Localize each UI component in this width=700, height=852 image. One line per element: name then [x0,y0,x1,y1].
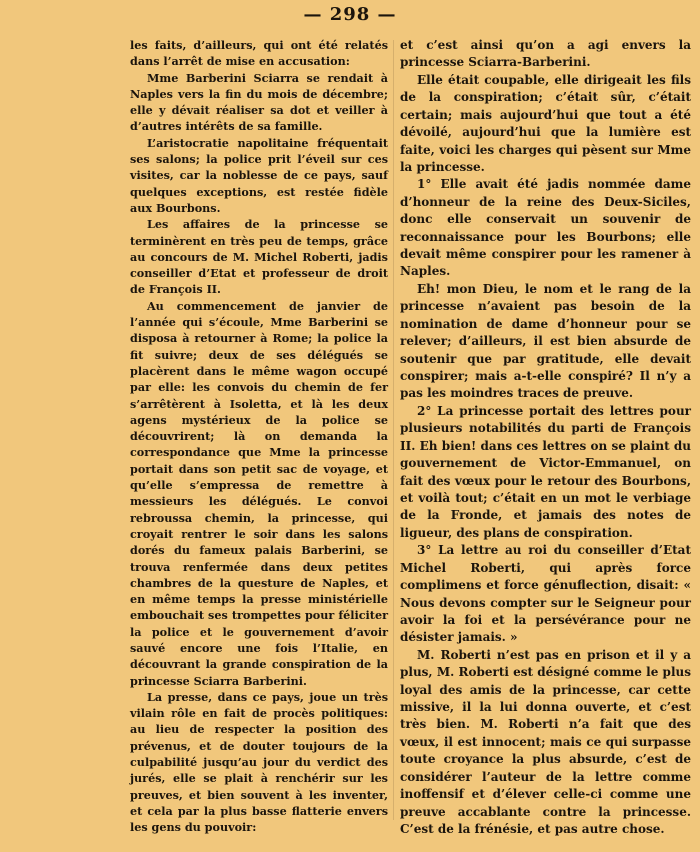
page-number: — 298 — [303,4,397,25]
paragraph: les faits, d’ailleurs, qui ont été relatés dans l’arrêt de mise en accusation: [130,38,388,69]
paragraph: 2° La princesse portait des lettres pour plusieurs notabilités du parti de François II. Eh bien! dans ces lettres on se plaint du gouvernement de Victor-Emmanuel, on fait des vœux pour le retour des Bourbons, et voilà tout; c’était en un mot le verbiage de la Fronde, et jamais des notes de ligueur, des plans de conspiration. [400,403,691,540]
paragraph: L’aristocratie napolitaine fréquentait ses salons; la police prit l’éveil sur ces visites, car la noblesse de ce pays, sauf quelques exceptions, est restée fidèle aux Bourbons. [130,135,388,215]
paragraph: Les affaires de la princesse se terminèrent en très peu de temps, grâce au concours de M. Michel Roberti, jadis conseiller d’Etat et professeur de droit de François II. [130,217,388,297]
paragraph: M. Roberti n’est pas en prison et il y a plus, M. Roberti est désigné comme le plus loyal des amis de la princesse, car cette missive, il la lui donna ouverte, et c’est très bien. M. Roberti n’a fait que des vœux, il est innocent; mais ce qui surpasse toute croyance la plus absurde, c’est de considérer l’auteur de la lettre comme inoffensif et d’élever celle-ci comme une preuve accablante contre la princesse. C’est de la frénésie, et pas autre chose. [400,647,691,836]
column-gutter [393,40,394,820]
paragraph: Elle était coupable, elle dirigeait les fils de la conspiration; c’était sûr, c’était certain; mais aujourd’hui que tout a été dévoilé, aujourd’hui que la lumière est faite, voici les charges qui pèsent sur Mme la princesse. [400,72,691,174]
paragraph: Mme Barberini Sciarra se rendait à Naples vers la fin du mois de décembre; elle y dévait réaliser sa dot et veiller à d’autres intérêts de sa famille. [130,70,388,134]
paragraph: Au commencement de janvier de l’année qui s’écoule, Mme Barberini se disposa à retourner à Rome; la police la fit suivre; deux de ses délégués se placèrent dans le même wagon occupé par elle: les convois du chemin de fer s’arrêtèrent à Isoletta, et là les deux agens mystérieux de la police se découvrirent; là on demanda la correspondance que Mme la princesse portait dans son petit sac de voyage, et qu’elle s’empressa de remettre à messieurs les délégués. Le convoi rebroussa chemin, la princesse, qui croyait rentrer le soir dans les salons dorés du fameux palais Barberini, se trouva renfermée dans deux petites chambres de la questure de Naples, et en même temps la presse ministérielle embouchait ses trompettes pour féliciter la police et le gouvernement d’avoir sauvé encore une fois l’Italie, en découvrant la grande conspiration de la princesse Sciarra Barberini. [130,298,388,688]
paragraph: et c’est ainsi qu’on a agi envers la princesse Sciarra-Barberini. [400,38,691,70]
right-column [400,37,691,838]
paragraph: La presse, dans ce pays, joue un très vilain rôle en fait de procès politiques: au lieu de respecter la position des prévenus, et de douter toujours de la culpabilité jusqu’au jour du verdict des jurés, elle se plait à renchérir sur les preuves, et bien souvent à les inventer, et cela par la plus basse flatterie envers les gens du pouvoir: [130,689,388,835]
left-column [130,37,388,836]
paragraph: 3° La lettre au roi du conseiller d’Etat Michel Roberti, qui après force complimens et force génuflection, disait: « Nous devons compter sur le Seigneur pour avoir la foi et la persévérance pour ne désister jamais. » [400,543,691,645]
paragraph: Eh! mon Dieu, le nom et le rang de la princesse n’avaient pas besoin de la nomination de dame d’honneur pour se relever; d’ailleurs, il est bien absurde de soutenir que par gratitude, elle devait conspirer; mais a-t-elle conspiré? Il n’y a pas les moindres traces de preuve. [400,281,691,401]
paragraph: 1° Elle avait été jadis nommée dame d’honneur de la reine des Deux-Siciles, donc elle conservait un souvenir de reconnaissance pour les Bourbons; elle devait même conspirer pour les ramener à Naples. [400,177,691,279]
